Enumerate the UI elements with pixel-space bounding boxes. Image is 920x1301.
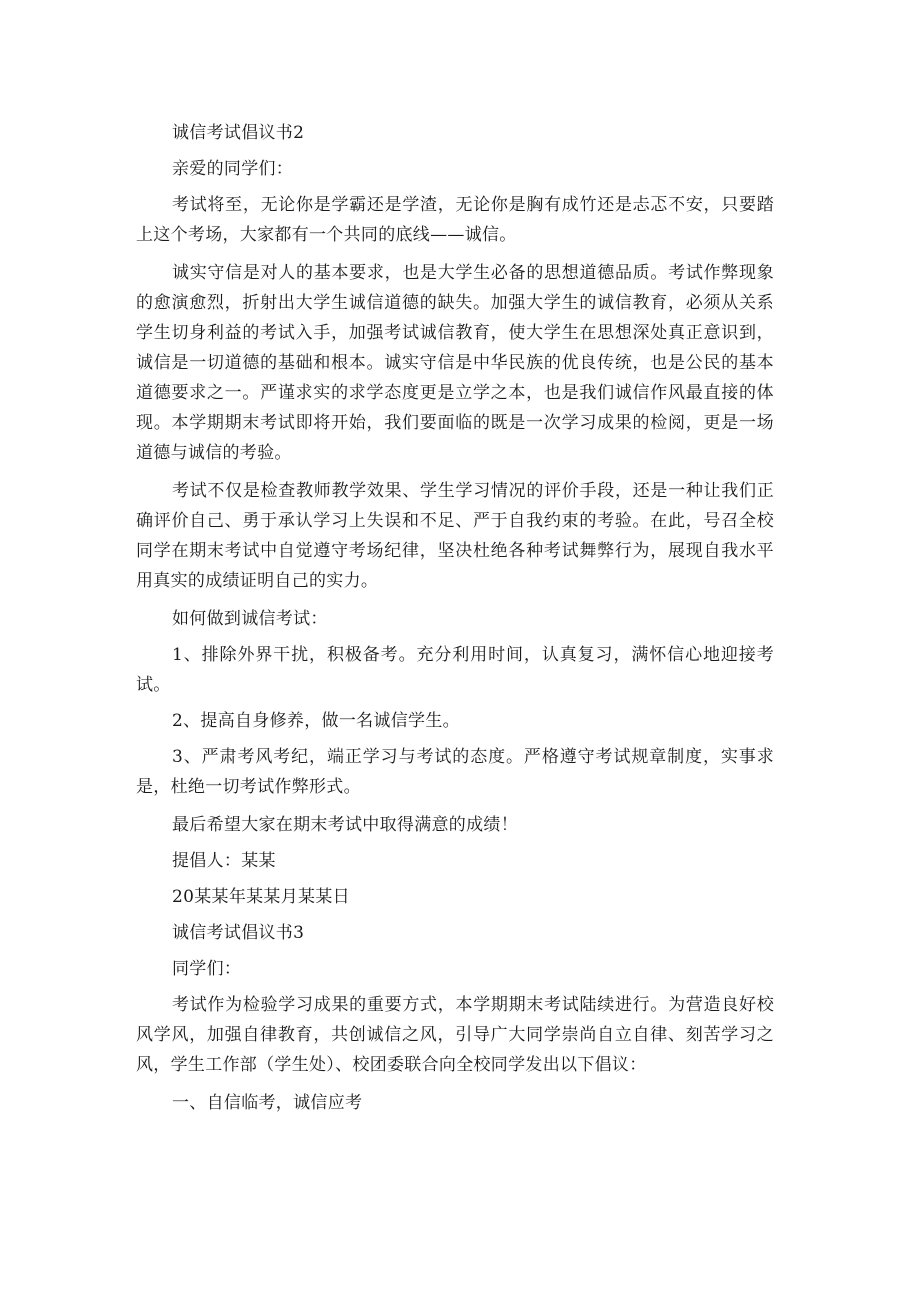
section-title-3: 诚信考试倡议书3: [172, 923, 305, 943]
paragraph-initiative: 考试作为检验学习成果的重要方式，本学期期末考试陆续进行。为营造良好校风学风，加强自律教育，共创诚信之风，引导广大同学崇尚自立自律、刻苦学习之风，学生工作部（学生处）、校团委联合向全校同学发出以下倡议：: [136, 995, 774, 1075]
section-title-2: 诚信考试倡议书2: [172, 123, 305, 143]
paragraph-integrity: 诚实守信是对人的基本要求，也是大学生必备的思想道德品质。考试作弊现象的愈演愈烈，折射出大学生诚信道德的缺失。加强大学生的诚信教育，必须从关系学生切身利益的考试入手，加强考试诚信教育，使大学生在思想深处真正意识到，诚信是一切道德的基础和根本。诚实守信是中华民族的优良传统，也是公民的基本道德要求之一。严谨求实的求学态度更是立学之本，也是我们诚信作风最直接的体现。本学期期末考试即将开始，我们要面临的既是一次学习成果的检阅，更是一场道德与诚信的考验。: [136, 263, 774, 463]
salutation: 同学们：: [172, 959, 242, 979]
list-heading: 如何做到诚信考试：: [172, 609, 328, 629]
signature: 提倡人：某某: [172, 851, 276, 871]
subheading: 一、自信临考，诚信应考: [172, 1093, 363, 1113]
paragraph-exam-purpose: 考试不仅是检查教师教学效果、学生学习情况的评价手段，还是一种让我们正确评价自己、勇于承认学习上失误和不足、严于自我约束的考验。在此，号召全校同学在期末考试中自觉遵守考场纪律，坚决杜绝各种考试舞弊行为，展现自我水平用真实的成绩证明自己的实力。: [136, 481, 774, 591]
list-item: 3、严肃考风考纪，端正学习与考试的态度。严格遵守考试规章制度，实事求是，杜绝一切考试作弊形式。: [136, 747, 774, 797]
salutation: 亲爱的同学们：: [172, 159, 294, 179]
list-item: 2、提高自身修养，做一名诚信学生。: [172, 711, 460, 731]
date: 20某某年某某月某某日: [172, 887, 350, 907]
document-body: [136, 118, 774, 1124]
closing-wish: 最后希望大家在期末考试中取得满意的成绩！: [172, 815, 518, 835]
list-item: 1、排除外界干扰，积极备考。充分利用时间，认真复习，满怀信心地迎接考试。: [136, 645, 774, 695]
paragraph-intro: 考试将至，无论你是学霸还是学渣，无论你是胸有成竹还是忐忑不安，只要踏上这个考场，大家都有一个共同的底线——诚信。: [136, 195, 774, 245]
